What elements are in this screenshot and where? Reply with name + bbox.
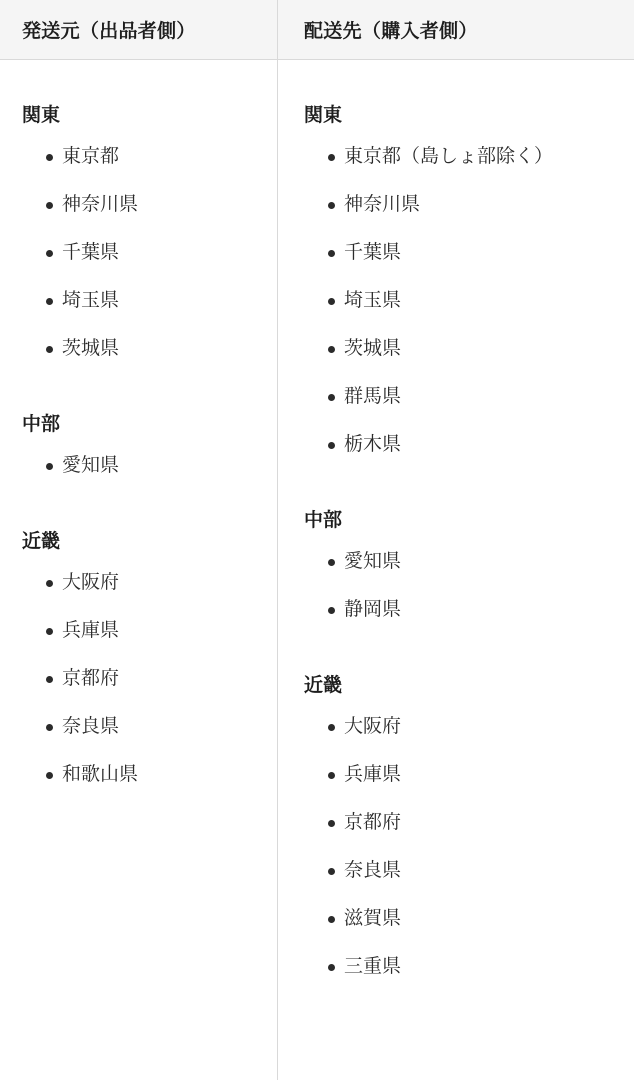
list-item xyxy=(0,751,277,799)
column-header-destination xyxy=(278,0,634,60)
prefecture-label: 千葉県 xyxy=(344,241,402,263)
bullet-icon xyxy=(328,724,335,731)
bullet-icon xyxy=(46,724,53,731)
list-item xyxy=(0,133,277,181)
bullet-icon xyxy=(328,250,335,257)
bullet-icon xyxy=(46,202,53,209)
list-item xyxy=(278,277,634,325)
column-body-destination xyxy=(278,60,634,1080)
prefecture-label: 栃木県 xyxy=(344,433,402,455)
bullet-icon xyxy=(46,628,53,635)
prefecture-label: 東京都（島しょ部除く） xyxy=(344,145,554,167)
prefecture-list xyxy=(0,442,277,490)
table-column-destination xyxy=(278,0,634,1080)
bullet-icon xyxy=(46,463,53,470)
bullet-icon xyxy=(46,580,53,587)
prefecture-label: 大阪府 xyxy=(344,715,402,737)
prefecture-list xyxy=(278,538,634,634)
prefecture-list xyxy=(278,703,634,991)
prefecture-label: 神奈川県 xyxy=(344,193,421,215)
region-group xyxy=(278,670,634,991)
prefecture-label: 三重県 xyxy=(344,955,402,977)
bullet-icon xyxy=(46,676,53,683)
bullet-icon xyxy=(328,346,335,353)
region-group xyxy=(0,409,277,490)
prefecture-label: 兵庫県 xyxy=(62,619,120,641)
prefecture-label: 和歌山県 xyxy=(62,763,139,785)
list-item xyxy=(0,229,277,277)
list-item xyxy=(278,847,634,895)
prefecture-label: 千葉県 xyxy=(62,241,120,263)
list-item xyxy=(0,181,277,229)
bullet-icon xyxy=(328,559,335,566)
list-item xyxy=(278,943,634,991)
region-group xyxy=(0,526,277,799)
list-item xyxy=(278,586,634,634)
list-item xyxy=(278,325,634,373)
list-item xyxy=(0,559,277,607)
prefecture-label: 埼玉県 xyxy=(344,289,402,311)
bullet-icon xyxy=(328,394,335,401)
prefecture-label: 奈良県 xyxy=(344,859,402,881)
region-title: 近畿 xyxy=(304,675,343,696)
region-title: 関東 xyxy=(304,105,343,126)
table-column-sender xyxy=(0,0,278,1080)
prefecture-label: 東京都 xyxy=(62,145,120,167)
prefecture-label: 茨城県 xyxy=(62,337,120,359)
bullet-icon xyxy=(328,916,335,923)
column-header-sender-label: 発送元（出品者側） xyxy=(22,21,196,42)
region-group xyxy=(0,100,277,373)
prefecture-label: 滋賀県 xyxy=(344,907,402,929)
prefecture-label: 愛知県 xyxy=(344,550,402,572)
list-item xyxy=(0,703,277,751)
bullet-icon xyxy=(46,298,53,305)
bullet-icon xyxy=(46,154,53,161)
prefecture-list xyxy=(0,559,277,799)
list-item xyxy=(278,229,634,277)
list-item xyxy=(278,181,634,229)
bullet-icon xyxy=(328,298,335,305)
list-item xyxy=(0,277,277,325)
list-item xyxy=(278,799,634,847)
bullet-icon xyxy=(328,154,335,161)
list-item xyxy=(0,655,277,703)
region-group xyxy=(278,505,634,634)
prefecture-label: 神奈川県 xyxy=(62,193,139,215)
prefecture-label: 京都府 xyxy=(344,811,402,833)
prefecture-label: 群馬県 xyxy=(344,385,402,407)
prefecture-label: 大阪府 xyxy=(62,571,120,593)
bullet-icon xyxy=(328,772,335,779)
list-item xyxy=(0,325,277,373)
prefecture-label: 京都府 xyxy=(62,667,120,689)
prefecture-label: 兵庫県 xyxy=(344,763,402,785)
region-title: 中部 xyxy=(22,414,61,435)
bullet-icon xyxy=(328,820,335,827)
bullet-icon xyxy=(46,250,53,257)
bullet-icon xyxy=(46,772,53,779)
region-title: 中部 xyxy=(304,510,343,531)
list-item xyxy=(278,895,634,943)
region-title: 関東 xyxy=(22,105,61,126)
bullet-icon xyxy=(328,964,335,971)
list-item xyxy=(278,703,634,751)
list-item xyxy=(278,133,634,181)
column-header-sender xyxy=(0,0,277,60)
column-body-sender xyxy=(0,60,277,1080)
column-header-destination-label: 配送先（購入者側） xyxy=(304,21,478,42)
region-title: 近畿 xyxy=(22,531,61,552)
bullet-icon xyxy=(328,202,335,209)
list-item xyxy=(278,373,634,421)
bullet-icon xyxy=(328,607,335,614)
list-item xyxy=(278,421,634,469)
bullet-icon xyxy=(46,346,53,353)
list-item xyxy=(278,538,634,586)
bullet-icon xyxy=(328,442,335,449)
prefecture-label: 奈良県 xyxy=(62,715,120,737)
list-item xyxy=(0,442,277,490)
prefecture-label: 愛知県 xyxy=(62,454,120,476)
region-group xyxy=(278,100,634,469)
prefecture-label: 埼玉県 xyxy=(62,289,120,311)
list-item xyxy=(278,751,634,799)
prefecture-list xyxy=(278,133,634,469)
bullet-icon xyxy=(328,868,335,875)
prefecture-label: 静岡県 xyxy=(344,598,402,620)
prefecture-label: 茨城県 xyxy=(344,337,402,359)
list-item xyxy=(0,607,277,655)
prefecture-list xyxy=(0,133,277,373)
